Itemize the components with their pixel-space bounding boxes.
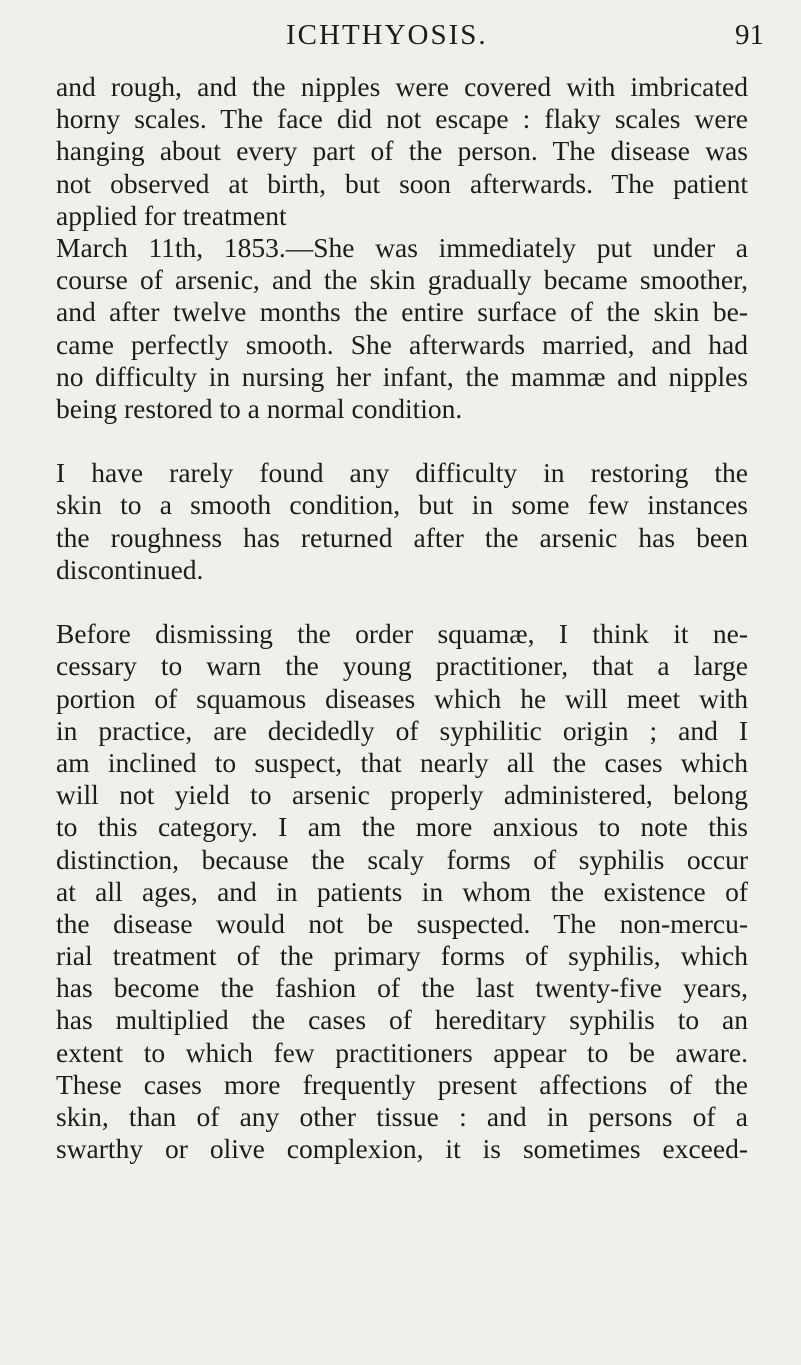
- text-line: being restored to a normal condition.: [56, 392, 463, 424]
- text-line: rial treatment of the primary forms of syphilis, which: [56, 940, 748, 972]
- text-line: course of arsenic, and the skin gradually became smoother,: [56, 264, 748, 296]
- text-line: and after twelve months the entire surface of the skin be-: [56, 296, 748, 328]
- text-line: hanging about every part of the person. The disease was: [56, 135, 748, 167]
- text-line: and rough, and the nipples were covered with imbricated: [56, 71, 748, 102]
- text-line: horny scales. The face did not escape : flaky scales were: [56, 103, 748, 135]
- running-title: ICHTHYOSIS.: [286, 19, 488, 51]
- text-line: cessary to warn the young practitioner, that a large: [56, 650, 748, 682]
- paragraph-3: [56, 618, 748, 1165]
- text-line: I have rarely found any difficulty in restoring the: [56, 457, 748, 489]
- text-line: skin, than of any other tissue : and in persons of a: [56, 1101, 748, 1132]
- text-line: to this category. I am the more anxious to note this: [56, 811, 748, 843]
- text-line: March 11th, 1853.—She was immediately put under a: [56, 231, 748, 263]
- text-line: the disease would not be suspected. The non-mercu-: [56, 907, 748, 939]
- text-line: not observed at birth, but soon afterwards. The patient: [56, 167, 748, 199]
- text-line: portion of squamous diseases which he will meet with: [56, 682, 748, 714]
- page-number: 91: [735, 19, 764, 51]
- text-line: came perfectly smooth. She afterwards married, and had: [56, 328, 748, 360]
- text-line: distinction, because the scaly forms of syphilis occur: [56, 843, 748, 875]
- paragraph-gap: [56, 586, 748, 618]
- text-line: the roughness has returned after the arsenic has been: [56, 521, 748, 553]
- text-line: Before dismissing the order squamæ, I think it ne-: [56, 618, 748, 650]
- paragraph-gap: [56, 425, 748, 457]
- text-line: These cases more frequently present affections of the: [56, 1068, 748, 1100]
- text-line: swarthy or olive complexion, it is sometimes exceed-: [56, 1133, 748, 1165]
- paragraph-2: [56, 457, 748, 586]
- body-text: [56, 71, 748, 1165]
- text-line: no difficulty in nursing her infant, the mammæ and nipples: [56, 360, 748, 392]
- text-line: extent to which few practitioners appear to be aware.: [56, 1036, 748, 1068]
- text-line: skin to a smooth condition, but in some few instances: [56, 489, 748, 521]
- text-line: applied for treatment: [56, 199, 287, 231]
- text-line: has multiplied the cases of hereditary syphilis to an: [56, 1004, 748, 1036]
- paragraph-1: [56, 71, 748, 425]
- text-line: at all ages, and in patients in whom the existence of: [56, 875, 748, 907]
- text-line: in practice, are decidedly of syphilitic origin ; and I: [56, 714, 748, 746]
- text-line: am inclined to suspect, that nearly all the cases which: [56, 746, 748, 778]
- text-line: discontinued.: [56, 553, 204, 585]
- text-line: has become the fashion of the last twenty-five years,: [56, 972, 748, 1004]
- running-head: [0, 14, 801, 54]
- text-line: will not yield to arsenic properly administered, belong: [56, 779, 748, 811]
